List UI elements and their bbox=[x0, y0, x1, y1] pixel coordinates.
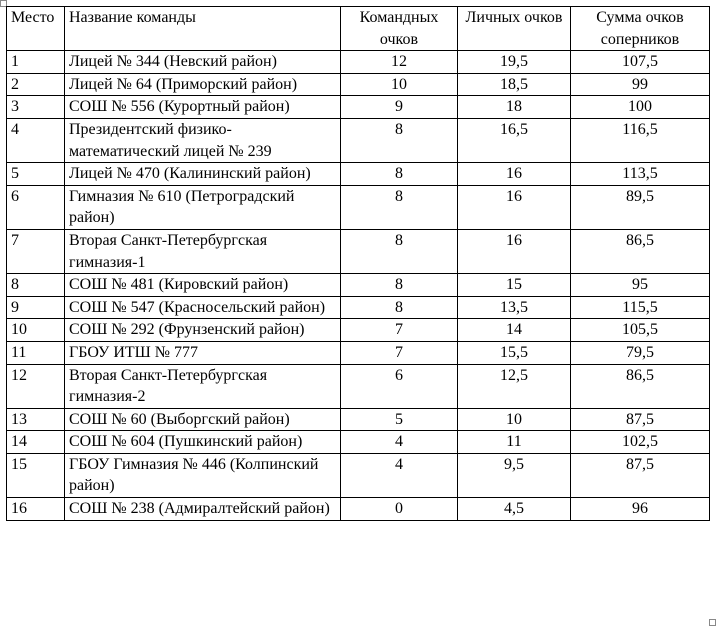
table-row bbox=[7, 163, 710, 186]
cell-opponents-sum: 87,5 bbox=[571, 408, 710, 431]
cell-team-name: Президентский физико-математический лицей № 239 bbox=[65, 118, 341, 162]
cell-place: 7 bbox=[7, 229, 65, 273]
cell-team-points: 4 bbox=[341, 453, 458, 497]
cell-team-name: СОШ № 547 (Красносельский район) bbox=[65, 296, 341, 319]
cell-personal-points: 16 bbox=[458, 163, 571, 186]
cell-opponents-sum: 107,5 bbox=[571, 51, 710, 74]
table-row bbox=[7, 274, 710, 297]
table-row bbox=[7, 185, 710, 229]
cell-team-name: Лицей № 470 (Калининский район) bbox=[65, 163, 341, 186]
cell-team-points: 12 bbox=[341, 51, 458, 74]
cell-opponents-sum: 86,5 bbox=[571, 364, 710, 408]
cell-personal-points: 15 bbox=[458, 274, 571, 297]
cell-team-name: СОШ № 604 (Пушкинский район) bbox=[65, 431, 341, 454]
cell-personal-points: 18 bbox=[458, 96, 571, 119]
header-personal-points: Личных очков bbox=[458, 7, 571, 51]
cell-opponents-sum: 87,5 bbox=[571, 453, 710, 497]
cell-place: 4 bbox=[7, 118, 65, 162]
cell-opponents-sum: 99 bbox=[571, 73, 710, 96]
header-row bbox=[7, 7, 710, 51]
cell-team-points: 8 bbox=[341, 274, 458, 297]
cell-opponents-sum: 79,5 bbox=[571, 341, 710, 364]
cell-place: 9 bbox=[7, 296, 65, 319]
table-row bbox=[7, 118, 710, 162]
cell-opponents-sum: 105,5 bbox=[571, 319, 710, 342]
table-row bbox=[7, 73, 710, 96]
cell-opponents-sum: 89,5 bbox=[571, 185, 710, 229]
cell-personal-points: 12,5 bbox=[458, 364, 571, 408]
cell-team-name: Вторая Санкт-Петербургская гимназия-1 bbox=[65, 229, 341, 273]
cell-opponents-sum: 100 bbox=[571, 96, 710, 119]
cell-team-points: 8 bbox=[341, 185, 458, 229]
table-row bbox=[7, 364, 710, 408]
cell-place: 12 bbox=[7, 364, 65, 408]
cell-team-points: 0 bbox=[341, 498, 458, 521]
cell-personal-points: 16,5 bbox=[458, 118, 571, 162]
cell-opponents-sum: 95 bbox=[571, 274, 710, 297]
table-row bbox=[7, 319, 710, 342]
table-row bbox=[7, 498, 710, 521]
cell-place: 14 bbox=[7, 431, 65, 454]
cell-place: 15 bbox=[7, 453, 65, 497]
cell-team-points: 7 bbox=[341, 341, 458, 364]
cell-team-name: СОШ № 481 (Кировский район) bbox=[65, 274, 341, 297]
cell-team-points: 8 bbox=[341, 118, 458, 162]
table-row bbox=[7, 408, 710, 431]
table-row bbox=[7, 96, 710, 119]
header-place: Место bbox=[7, 7, 65, 51]
cell-place: 6 bbox=[7, 185, 65, 229]
results-table-container bbox=[6, 6, 710, 521]
cell-team-name: Гимназия № 610 (Петроградский район) bbox=[65, 185, 341, 229]
cell-personal-points: 19,5 bbox=[458, 51, 571, 74]
results-table bbox=[6, 6, 710, 521]
cell-personal-points: 16 bbox=[458, 229, 571, 273]
cell-place: 3 bbox=[7, 96, 65, 119]
cell-team-name: СОШ № 556 (Курортный район) bbox=[65, 96, 341, 119]
cell-place: 16 bbox=[7, 498, 65, 521]
cell-opponents-sum: 113,5 bbox=[571, 163, 710, 186]
cell-team-name: ГБОУ ИТШ № 777 bbox=[65, 341, 341, 364]
cell-team-points: 4 bbox=[341, 431, 458, 454]
header-team-name: Название команды bbox=[65, 7, 341, 51]
cell-personal-points: 13,5 bbox=[458, 296, 571, 319]
cell-team-points: 7 bbox=[341, 319, 458, 342]
table-row bbox=[7, 431, 710, 454]
cell-place: 2 bbox=[7, 73, 65, 96]
cell-place: 5 bbox=[7, 163, 65, 186]
cell-personal-points: 18,5 bbox=[458, 73, 571, 96]
cell-personal-points: 16 bbox=[458, 185, 571, 229]
cell-team-points: 9 bbox=[341, 96, 458, 119]
table-row bbox=[7, 341, 710, 364]
cell-team-name: Лицей № 64 (Приморский район) bbox=[65, 73, 341, 96]
cell-team-name: СОШ № 60 (Выборгский район) bbox=[65, 408, 341, 431]
cell-team-points: 5 bbox=[341, 408, 458, 431]
cell-personal-points: 9,5 bbox=[458, 453, 571, 497]
cell-team-points: 8 bbox=[341, 229, 458, 273]
cell-personal-points: 11 bbox=[458, 431, 571, 454]
cell-opponents-sum: 116,5 bbox=[571, 118, 710, 162]
cell-place: 11 bbox=[7, 341, 65, 364]
cell-team-name: СОШ № 238 (Адмиралтейский район) bbox=[65, 498, 341, 521]
cell-place: 13 bbox=[7, 408, 65, 431]
cell-personal-points: 15,5 bbox=[458, 341, 571, 364]
table-resize-handle[interactable] bbox=[709, 619, 716, 626]
table-row bbox=[7, 453, 710, 497]
cell-team-name: ГБОУ Гимназия № 446 (Колпинский район) bbox=[65, 453, 341, 497]
table-row bbox=[7, 296, 710, 319]
cell-team-points: 8 bbox=[341, 163, 458, 186]
header-opponents-sum: Сумма очков соперников bbox=[571, 7, 710, 51]
cell-opponents-sum: 102,5 bbox=[571, 431, 710, 454]
cell-opponents-sum: 115,5 bbox=[571, 296, 710, 319]
cell-team-points: 10 bbox=[341, 73, 458, 96]
cell-place: 1 bbox=[7, 51, 65, 74]
cell-personal-points: 10 bbox=[458, 408, 571, 431]
header-team-points: Командных очков bbox=[341, 7, 458, 51]
cell-personal-points: 14 bbox=[458, 319, 571, 342]
cell-team-name: Вторая Санкт-Петербургская гимназия-2 bbox=[65, 364, 341, 408]
cell-team-points: 8 bbox=[341, 296, 458, 319]
cell-personal-points: 4,5 bbox=[458, 498, 571, 521]
table-row bbox=[7, 51, 710, 74]
cell-team-name: СОШ № 292 (Фрунзенский район) bbox=[65, 319, 341, 342]
cell-place: 10 bbox=[7, 319, 65, 342]
cell-place: 8 bbox=[7, 274, 65, 297]
cell-opponents-sum: 86,5 bbox=[571, 229, 710, 273]
cell-opponents-sum: 96 bbox=[571, 498, 710, 521]
cell-team-points: 6 bbox=[341, 364, 458, 408]
table-row bbox=[7, 229, 710, 273]
cell-team-name: Лицей № 344 (Невский район) bbox=[65, 51, 341, 74]
